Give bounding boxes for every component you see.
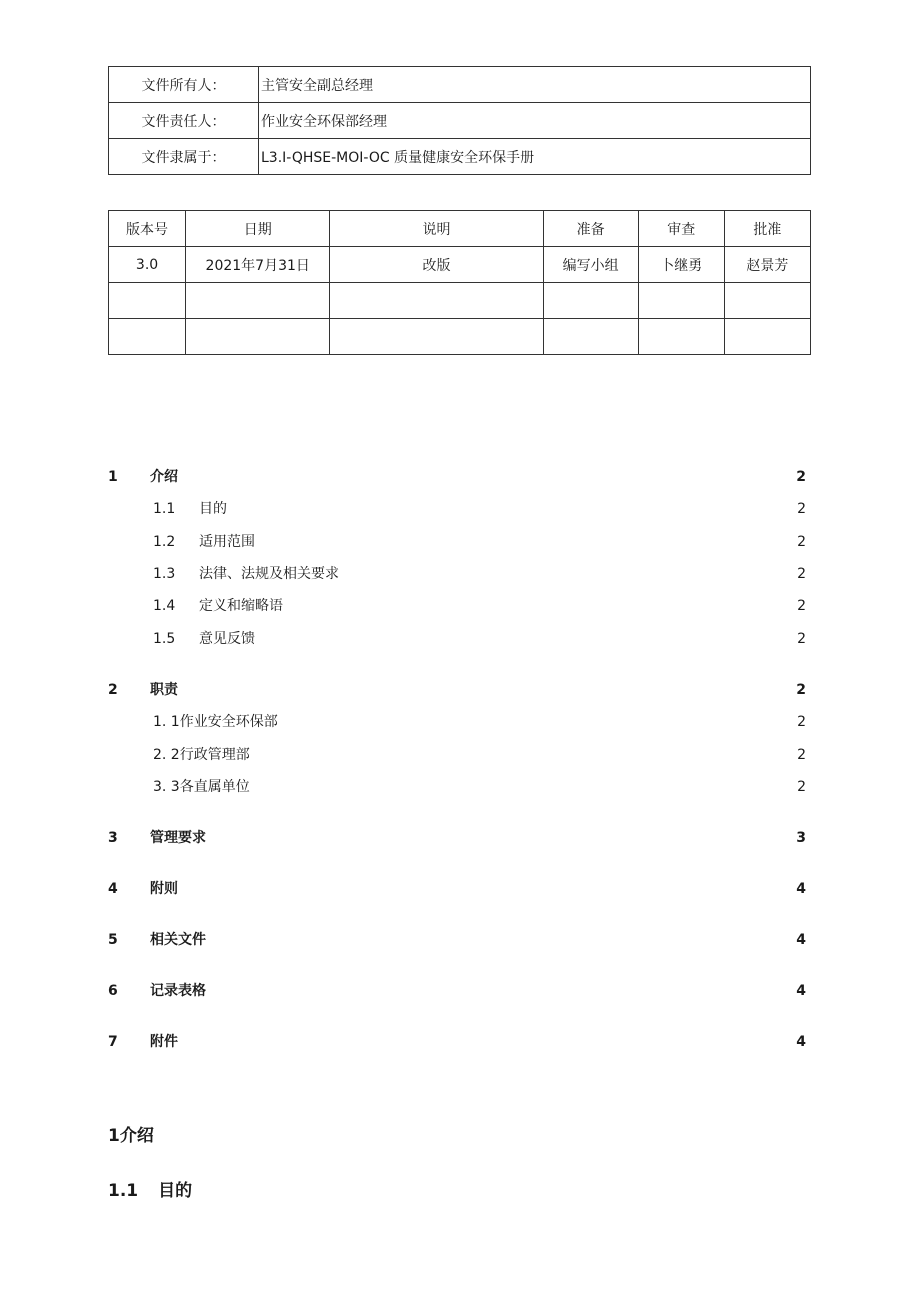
empty-cell xyxy=(543,319,638,355)
toc-number: 3 xyxy=(108,830,118,846)
empty-cell xyxy=(638,283,724,319)
toc-number: 1.3 xyxy=(153,566,176,582)
toc-entry-4[interactable] xyxy=(0,879,920,899)
toc-entry-2-3[interactable] xyxy=(0,777,920,797)
empty-cell xyxy=(186,283,330,319)
section-heading-1-1 xyxy=(108,1176,192,1201)
toc-entry-1-4[interactable] xyxy=(0,596,920,616)
toc-entry-2[interactable] xyxy=(0,680,920,700)
section-heading-1 xyxy=(108,1121,154,1146)
toc-entry-1-5[interactable] xyxy=(0,629,920,649)
toc-title: 介绍 xyxy=(150,469,178,485)
info-value: 作业安全环保部经理 xyxy=(259,103,811,139)
toc-title: 意见反馈 xyxy=(199,631,255,647)
empty-cell xyxy=(543,283,638,319)
version-row-empty xyxy=(109,319,811,355)
toc-entry-1-3[interactable] xyxy=(0,564,920,584)
toc-number: 1.5 xyxy=(153,631,176,647)
header-reviewed: 审查 xyxy=(638,211,724,247)
toc-entry-2-2[interactable] xyxy=(0,745,920,765)
header-description: 说明 xyxy=(330,211,543,247)
toc-title: 相关文件 xyxy=(150,932,206,948)
document-info-table xyxy=(108,66,811,175)
empty-cell xyxy=(724,283,810,319)
empty-cell xyxy=(109,319,186,355)
header-approved: 批准 xyxy=(724,211,810,247)
toc-title: 法律、法规及相关要求 xyxy=(199,566,339,582)
toc-title: 1. 1作业安全环保部 xyxy=(153,714,278,730)
toc-number: 5 xyxy=(108,932,118,948)
header-version: 版本号 xyxy=(109,211,186,247)
toc-title: 目的 xyxy=(199,501,227,517)
description-cell: 改版 xyxy=(330,247,543,283)
toc-page: 2 xyxy=(797,534,806,550)
toc-page: 2 xyxy=(797,501,806,517)
heading-number: 1.1 xyxy=(108,1181,139,1201)
info-label: 文件所有人： xyxy=(109,67,259,103)
toc-entry-5[interactable] xyxy=(0,930,920,950)
version-history-table xyxy=(108,210,811,355)
toc-title: 适用范围 xyxy=(199,534,255,550)
empty-cell xyxy=(330,319,543,355)
toc-entry-1-1[interactable] xyxy=(0,499,920,519)
header-prepared: 准备 xyxy=(543,211,638,247)
empty-cell xyxy=(638,319,724,355)
toc-title: 3. 3各直属单位 xyxy=(153,779,250,795)
version-row xyxy=(109,247,811,283)
toc-entry-2-1[interactable] xyxy=(0,712,920,732)
toc-page: 2 xyxy=(797,566,806,582)
toc-page: 4 xyxy=(796,932,806,948)
info-row-responsible xyxy=(109,103,811,139)
heading-text: 目的 xyxy=(158,1181,193,1201)
empty-cell xyxy=(724,319,810,355)
toc-number: 1 xyxy=(108,469,118,485)
empty-cell xyxy=(330,283,543,319)
toc-title: 管理要求 xyxy=(150,830,206,846)
toc-title: 定义和缩略语 xyxy=(199,598,283,614)
toc-page: 2 xyxy=(797,779,806,795)
toc-title: 职责 xyxy=(150,682,178,698)
version-row-empty xyxy=(109,283,811,319)
version-header-row xyxy=(109,211,811,247)
approved-cell: 赵景芳 xyxy=(724,247,810,283)
reviewed-cell: 卜继勇 xyxy=(638,247,724,283)
info-value: 主管安全副总经理 xyxy=(259,67,811,103)
toc-entry-1[interactable] xyxy=(0,467,920,487)
date-cell: 2021年7月31日 xyxy=(186,247,330,283)
toc-page: 2 xyxy=(797,714,806,730)
toc-page: 2 xyxy=(796,682,806,698)
toc-entry-6[interactable] xyxy=(0,981,920,1001)
toc-page: 2 xyxy=(797,598,806,614)
info-label: 文件隶属于： xyxy=(109,139,259,175)
empty-cell xyxy=(109,283,186,319)
toc-page: 4 xyxy=(796,881,806,897)
info-row-belongs-to xyxy=(109,139,811,175)
toc-number: 6 xyxy=(108,983,118,999)
toc-title: 记录表格 xyxy=(150,983,206,999)
info-label: 文件责任人： xyxy=(109,103,259,139)
info-value: L3.I-QHSE-MOI-OC 质量健康安全环保手册 xyxy=(259,139,811,175)
heading-text: 1介绍 xyxy=(108,1126,154,1146)
toc-entry-1-2[interactable] xyxy=(0,532,920,552)
toc-title: 附则 xyxy=(150,881,178,897)
toc-number: 4 xyxy=(108,881,118,897)
toc-number: 1.2 xyxy=(153,534,176,550)
prepared-cell: 编写小组 xyxy=(543,247,638,283)
toc-page: 4 xyxy=(796,1034,806,1050)
toc-page: 2 xyxy=(797,747,806,763)
toc-number: 1.4 xyxy=(153,598,176,614)
toc-page: 2 xyxy=(797,631,806,647)
toc-entry-3[interactable] xyxy=(0,828,920,848)
info-row-owner xyxy=(109,67,811,103)
toc-title: 2. 2行政管理部 xyxy=(153,747,250,763)
version-cell: 3.0 xyxy=(109,247,186,283)
toc-page: 3 xyxy=(796,830,806,846)
header-date: 日期 xyxy=(186,211,330,247)
toc-page: 2 xyxy=(796,469,806,485)
empty-cell xyxy=(186,319,330,355)
toc-entry-7[interactable] xyxy=(0,1032,920,1052)
toc-page: 4 xyxy=(796,983,806,999)
toc-number: 7 xyxy=(108,1034,118,1050)
toc-number: 1.1 xyxy=(153,501,176,517)
toc-title: 附件 xyxy=(150,1034,178,1050)
toc-number: 2 xyxy=(108,682,118,698)
